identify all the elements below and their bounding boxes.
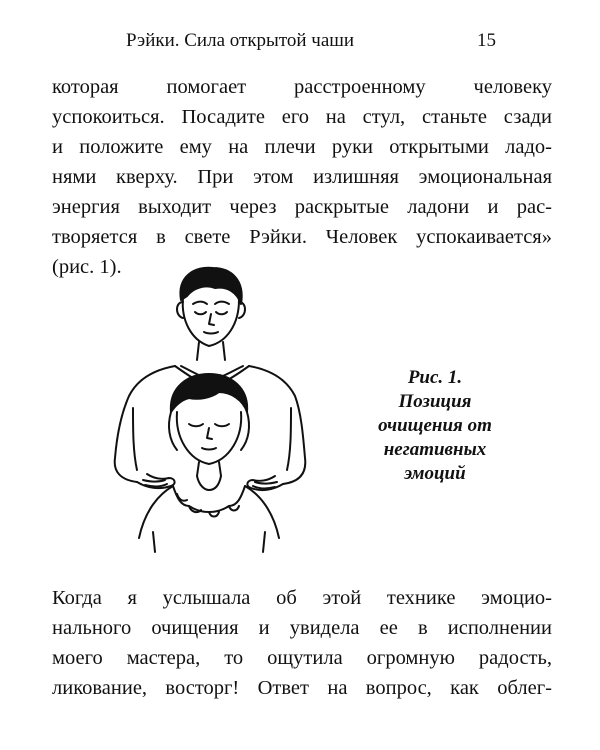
child-left-eye xyxy=(189,424,203,426)
right-fingers xyxy=(253,482,277,488)
man-mouth xyxy=(204,332,218,334)
man-left-inner-arm xyxy=(133,408,137,470)
text-line: и положите ему на плечи руки открытыми ладо- xyxy=(52,136,552,158)
child-hair-side-left xyxy=(169,412,177,450)
paragraph-top xyxy=(52,72,552,282)
man-right-ear xyxy=(239,302,245,318)
running-title: Рэйки. Сила открытой чаши xyxy=(126,30,355,51)
man-right-eye xyxy=(216,312,227,314)
child-left-arm xyxy=(153,532,155,552)
paragraph-bottom xyxy=(52,583,552,703)
child-hair xyxy=(171,374,247,412)
page-header xyxy=(126,28,496,56)
text-line: нями кверху. При этом излишняя эмоциональная xyxy=(52,166,552,188)
man-left-brow xyxy=(193,302,207,304)
caption-line: Рис. 1. xyxy=(407,367,463,388)
text-line: которая помогает расстроенному человеку xyxy=(52,76,552,98)
child-nose xyxy=(207,428,212,439)
man-head xyxy=(183,298,239,346)
text-line: ликование, восторг! Ответ на вопрос, как облег- xyxy=(52,677,552,699)
child-neckline xyxy=(197,476,221,490)
man-right-brow xyxy=(215,302,229,304)
man-right-shoulder xyxy=(249,366,305,484)
caption-line: очищения от xyxy=(378,415,492,436)
figure-illustration xyxy=(103,262,313,557)
caption-line: негативных xyxy=(383,439,487,460)
caption-line: эмоций xyxy=(404,463,466,484)
caption-line: Позиция xyxy=(398,391,472,412)
man-right-inner-arm xyxy=(287,408,291,470)
text-line: Когда я услышала об этой технике эмоцио- xyxy=(52,587,552,609)
healing-position-illustration xyxy=(103,262,313,557)
child-right-arm xyxy=(263,532,265,552)
man-nose xyxy=(209,314,214,325)
text-line: нального очищения и увидела ее в исполнении xyxy=(52,617,552,639)
text-line: успокоиться. Посадите его на стул, станьте сзади xyxy=(52,106,552,128)
text-line: (рис. 1). xyxy=(52,256,122,278)
man-hair xyxy=(180,268,241,304)
child-hair-side-right xyxy=(241,412,249,450)
text-line: моего мастера, то ощутила огромную радость, xyxy=(52,647,552,669)
child-left-shoulder xyxy=(139,486,173,538)
child-right-eye xyxy=(215,424,229,426)
page-number: 15 xyxy=(477,30,496,51)
left-fingers xyxy=(143,480,167,486)
child-mouth xyxy=(202,448,216,450)
text-line: энергия выходит через раскрытые ладони и рас- xyxy=(52,196,552,218)
child-right-shoulder xyxy=(245,486,279,538)
man-left-eye xyxy=(195,312,206,314)
figure-caption xyxy=(350,366,520,486)
man-left-shoulder xyxy=(115,366,175,482)
text-line: творяется в свете Рэйки. Человек успокаивается» xyxy=(52,226,552,248)
